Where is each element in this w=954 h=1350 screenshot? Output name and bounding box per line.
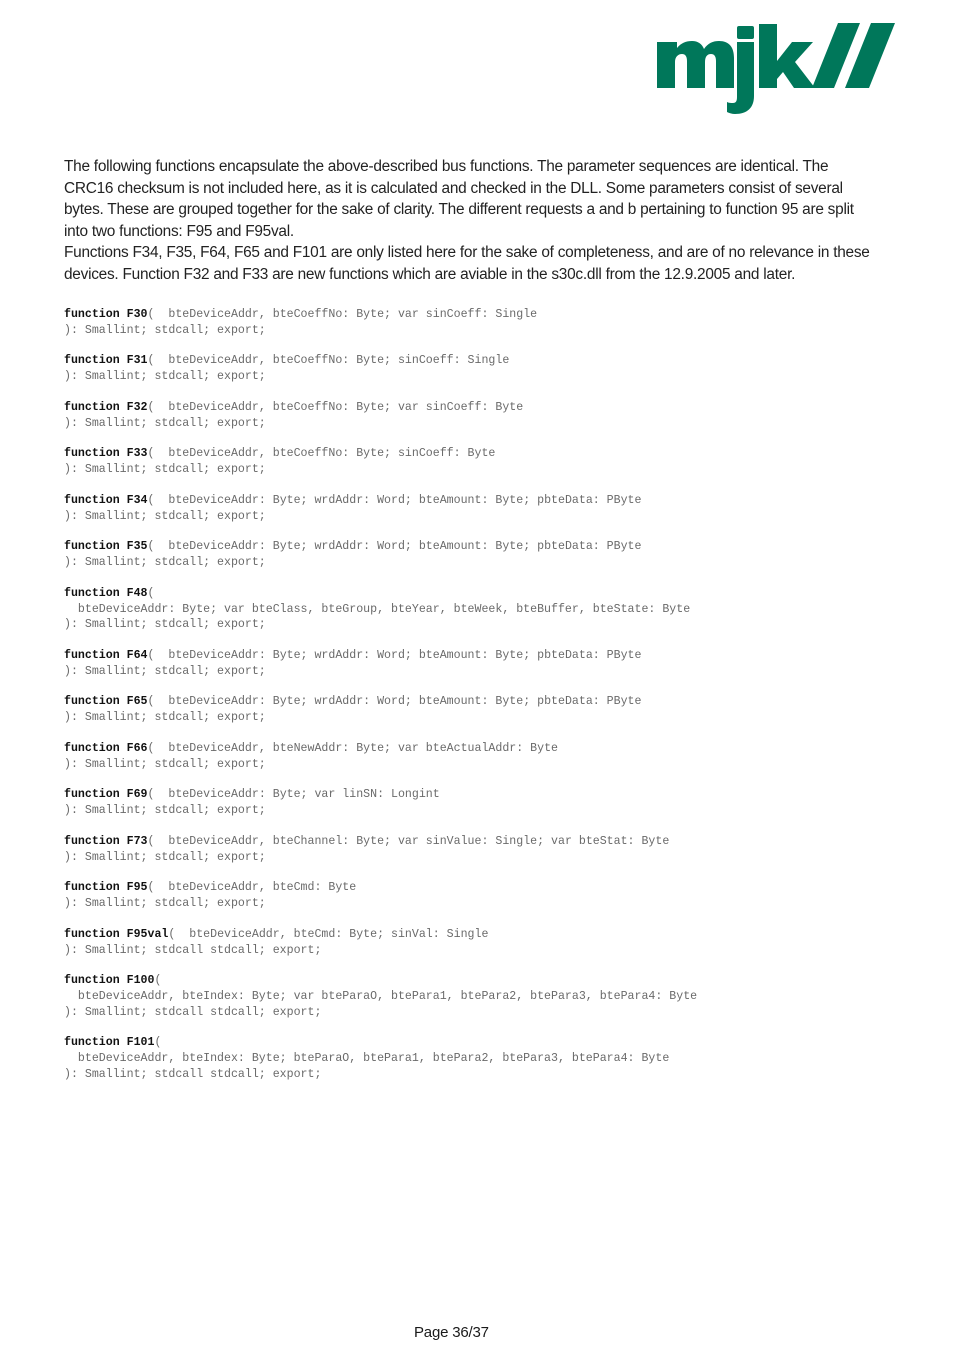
function-return: ): Smallint; stdcall stdcall; export; <box>64 943 322 957</box>
function-return: ): Smallint; stdcall; export; <box>64 509 266 523</box>
function-return: ): Smallint; stdcall; export; <box>64 757 266 771</box>
function-params: ( <box>154 1036 162 1050</box>
function-block-f30 <box>64 307 904 338</box>
function-return: ): Smallint; stdcall stdcall; export; <box>64 1067 322 1081</box>
function-name: function F69 <box>64 788 148 802</box>
function-block-f95val <box>64 927 904 958</box>
function-signature-line <box>64 1035 904 1051</box>
function-block-f73 <box>64 834 904 865</box>
function-name: function F73 <box>64 834 148 848</box>
function-name: function F66 <box>64 741 148 755</box>
function-name: function F35 <box>64 540 148 554</box>
function-signature-line <box>64 353 904 369</box>
function-signature-line <box>64 586 904 602</box>
function-name: function F48 <box>64 586 148 600</box>
function-block-f64 <box>64 648 904 679</box>
function-block-f31 <box>64 353 904 384</box>
mjk-logo <box>655 20 897 115</box>
function-params-continued: bteDeviceAddr: Byte; var bteClass, bteGroup, bteYear, bteWeek, bteBuffer, bteState: Byte <box>64 602 691 616</box>
function-params: ( <box>154 974 162 988</box>
function-signature-line <box>64 648 904 664</box>
function-block-f33 <box>64 446 904 477</box>
function-params: ( bteDeviceAddr, bteCoeffNo: Byte; sinCoeff: Single <box>147 354 510 368</box>
function-params: ( bteDeviceAddr, bteCoeffNo: Byte; var sinCoeff: Single <box>147 308 538 321</box>
function-signature-line <box>64 973 904 989</box>
function-params: ( bteDeviceAddr: Byte; wrdAddr: Word; bteAmount: Byte; pbteData: PByte <box>147 695 642 709</box>
function-block-f101 <box>64 1035 904 1082</box>
function-signature-line <box>64 493 904 509</box>
function-params: ( bteDeviceAddr, bteCoeffNo: Byte; var sinCoeff: Byte <box>147 400 524 414</box>
function-return: ): Smallint; stdcall; export; <box>64 370 266 384</box>
function-params: ( bteDeviceAddr: Byte; wrdAddr: Word; bteAmount: Byte; pbteData: PByte <box>147 493 642 507</box>
function-params: ( bteDeviceAddr, bteCmd: Byte; sinVal: Single <box>168 927 489 941</box>
function-params: ( bteDeviceAddr, bteChannel: Byte; var sinValue: Single; var bteStat: Byte <box>147 834 670 848</box>
function-params: ( bteDeviceAddr, bteCmd: Byte <box>147 881 357 895</box>
function-params: ( bteDeviceAddr: Byte; wrdAddr: Word; bteAmount: Byte; pbteData: PByte <box>147 540 642 554</box>
function-params-continued: bteDeviceAddr, bteIndex: Byte; bteParaO, btePara1, btePara2, btePara3, btePara4: Byte <box>64 1052 670 1066</box>
function-return: ): Smallint; stdcall; export; <box>64 850 266 864</box>
function-name: function F95 <box>64 881 148 895</box>
function-signature-line <box>64 741 904 757</box>
function-declarations <box>64 307 904 1082</box>
function-block-f48 <box>64 586 904 633</box>
function-block-f95 <box>64 880 904 911</box>
function-name: function F33 <box>64 447 148 461</box>
function-signature-line <box>64 539 904 555</box>
function-name: function F95val <box>64 927 169 941</box>
function-signature-line <box>64 446 904 462</box>
function-params: ( bteDeviceAddr: Byte; wrdAddr: Word; bteAmount: Byte; pbteData: PByte <box>147 649 642 662</box>
function-name: function F32 <box>64 400 148 414</box>
function-name: function F64 <box>64 649 148 662</box>
function-block-f32 <box>64 400 904 431</box>
page-number: Page 36/37 <box>414 1324 489 1341</box>
function-signature-line <box>64 927 904 943</box>
function-return: ): Smallint; stdcall; export; <box>64 618 266 632</box>
function-block-f65 <box>64 694 904 725</box>
function-name: function F31 <box>64 354 148 368</box>
function-return: ): Smallint; stdcall; export; <box>64 323 266 337</box>
intro-paragraph-2: Functions F34, F35, F64, F65 and F101 are only listed here for the sake of completeness, and are of no relevance in these devices. Function F32 and F33 are new functions which are aviable in the s30c.dll from the 12.9.2005 and later. <box>64 244 870 283</box>
function-signature-line <box>64 694 904 710</box>
function-params-continued: bteDeviceAddr, bteIndex: Byte; var bteParaO, btePara1, btePara2, btePara3, btePara4: Byte <box>64 989 698 1003</box>
function-signature-line <box>64 787 904 803</box>
function-block-f35 <box>64 539 904 570</box>
function-return: ): Smallint; stdcall; export; <box>64 711 266 725</box>
function-block-f69 <box>64 787 904 818</box>
function-name: function F30 <box>64 308 148 321</box>
function-block-f34 <box>64 493 904 524</box>
function-return: ): Smallint; stdcall; export; <box>64 556 266 570</box>
function-return: ): Smallint; stdcall; export; <box>64 664 266 678</box>
function-params: ( bteDeviceAddr, bteNewAddr: Byte; var bteActualAddr: Byte <box>147 741 558 755</box>
function-block-f100 <box>64 973 904 1020</box>
function-name: function F65 <box>64 695 148 709</box>
function-name: function F100 <box>64 974 155 988</box>
function-params: ( bteDeviceAddr, bteCoeffNo: Byte; sinCoeff: Byte <box>147 447 496 461</box>
function-return: ): Smallint; stdcall; export; <box>64 463 266 477</box>
function-return: ): Smallint; stdcall stdcall; export; <box>64 1005 322 1019</box>
function-return: ): Smallint; stdcall; export; <box>64 804 266 818</box>
function-signature-line <box>64 834 904 850</box>
function-name: function F34 <box>64 493 148 507</box>
function-params: ( bteDeviceAddr: Byte; var linSN: Longint <box>147 788 440 802</box>
function-signature-line <box>64 307 904 323</box>
function-signature-line <box>64 400 904 416</box>
function-name: function F101 <box>64 1036 155 1050</box>
function-return: ): Smallint; stdcall; export; <box>64 416 266 430</box>
function-return: ): Smallint; stdcall; export; <box>64 897 266 911</box>
function-params: ( <box>147 586 155 600</box>
function-block-f66 <box>64 741 904 772</box>
intro-paragraph-1: The following functions encapsulate the above-described bus functions. The parameter sequences are identical. The CRC16 checksum is not included here, as it is calculated and checked in the DLL. Some parameters consist of several bytes. These are grouped together for the sake of clarity. The different requests a and b pertaining to function 95 are split into two functions: F95 and F95val. <box>64 158 854 240</box>
intro-text <box>64 156 876 285</box>
function-signature-line <box>64 880 904 896</box>
